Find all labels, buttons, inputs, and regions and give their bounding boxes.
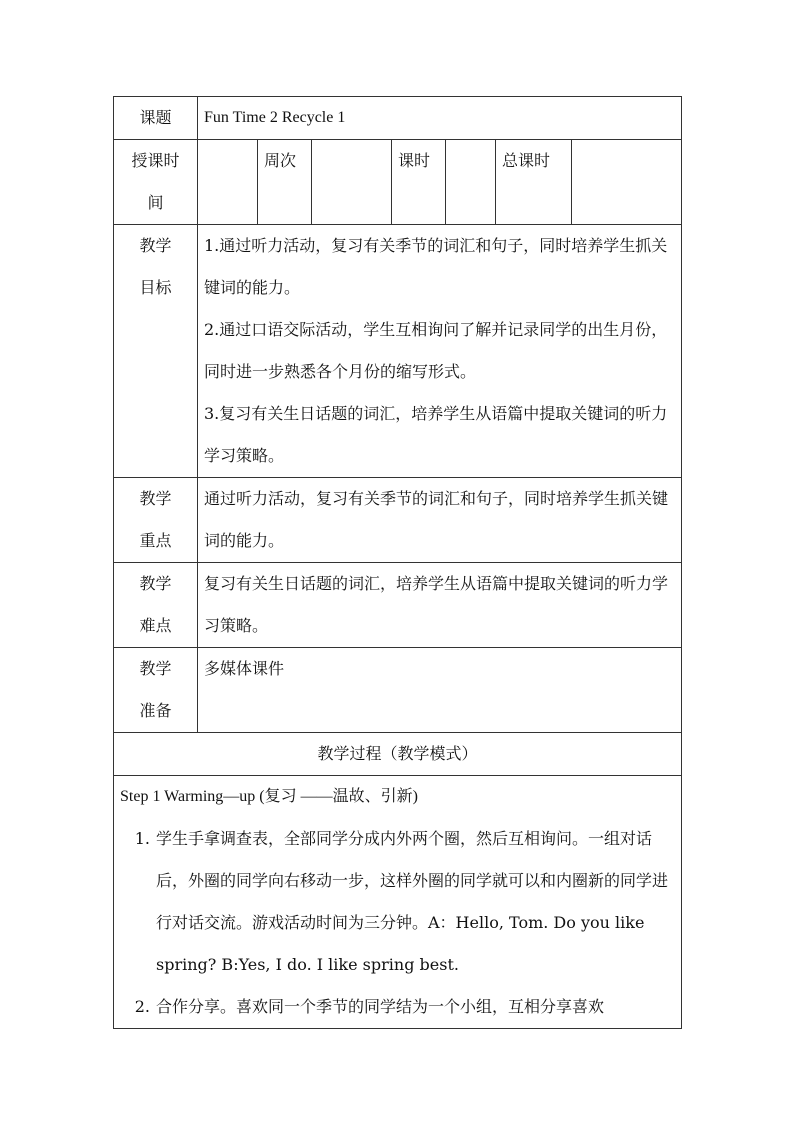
process-row — [114, 776, 682, 1029]
total-periods-value — [572, 140, 682, 225]
week-label: 周次 — [258, 140, 312, 225]
topic-label: 课题 — [114, 97, 198, 140]
objective-item: 2.通过口语交际活动，学生互相询问了解并记录同学的出生月份，同时进一步熟悉各个月份的缩写形式。 — [204, 320, 668, 381]
objective-item: 3.复习有关生日话题的词汇，培养学生从语篇中提取关键词的听力学习策略。 — [204, 404, 668, 465]
lesson-plan-table — [113, 96, 682, 1029]
class-time-value — [198, 140, 258, 225]
objectives-label: 教学 目标 — [114, 225, 198, 478]
objectives-content — [198, 225, 682, 478]
week-value — [312, 140, 392, 225]
difficulties-content: 复习有关生日话题的词汇，培养学生从语篇中提取关键词的听力学习策略。 — [198, 563, 682, 648]
difficulties-row — [114, 563, 682, 648]
difficulties-label: 教学 难点 — [114, 563, 198, 648]
schedule-row — [114, 140, 682, 225]
key-points-label: 教学 重点 — [114, 478, 198, 563]
preparation-content: 多媒体课件 — [198, 648, 682, 733]
total-periods-label: 总课时 — [496, 140, 572, 225]
process-item: 2. 合作分享。喜欢同一个季节的同学结为一个小组，互相分享喜欢 — [134, 997, 605, 1016]
preparation-row — [114, 648, 682, 733]
step-title: Step 1 Warming—up (复习 ——温故、引新) — [120, 788, 418, 805]
process-header: 教学过程（教学模式） — [114, 733, 682, 776]
process-header-row — [114, 733, 682, 776]
topic-row — [114, 97, 682, 140]
topic-value: Fun Time 2 Recycle 1 — [198, 97, 682, 140]
period-value — [446, 140, 496, 225]
process-item: 1. 学生手拿调查表，全部同学分成内外两个圈，然后互相询问。一组对话后，外圈的同学向右移动一步，这样外圈的同学就可以和内圈新的同学进行对话交流。游戏活动时间为三分钟。A：Hello, Tom. Do you like spring? B:Yes, I do. I like spring best. — [134, 829, 669, 974]
class-time-label: 授课时 间 — [114, 140, 198, 225]
key-points-row — [114, 478, 682, 563]
key-points-content: 通过听力活动，复习有关季节的词汇和句子，同时培养学生抓关键词的能力。 — [198, 478, 682, 563]
objective-item: 1.通过听力活动，复习有关季节的词汇和句子，同时培养学生抓关键词的能力。 — [204, 236, 668, 297]
period-label: 课时 — [392, 140, 446, 225]
objectives-row — [114, 225, 682, 478]
process-content — [114, 776, 682, 1029]
preparation-label: 教学 准备 — [114, 648, 198, 733]
